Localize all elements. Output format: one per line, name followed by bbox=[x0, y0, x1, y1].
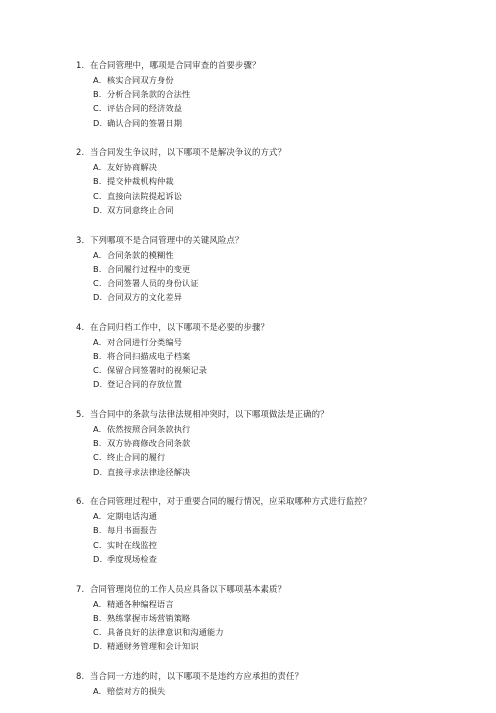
question-stem bbox=[76, 145, 476, 159]
option-letter: B. bbox=[93, 612, 102, 623]
question-6 bbox=[76, 494, 476, 566]
option-text: 实时在线监控 bbox=[107, 539, 158, 550]
option-b bbox=[76, 436, 476, 450]
question-stem bbox=[76, 233, 476, 247]
option-b bbox=[76, 523, 476, 537]
question-3 bbox=[76, 233, 476, 305]
option-d bbox=[76, 290, 476, 304]
option-text: 终止合同的履行 bbox=[107, 452, 166, 463]
option-a bbox=[76, 597, 476, 611]
option-list bbox=[76, 73, 476, 130]
option-letter: A. bbox=[93, 685, 102, 696]
question-stem bbox=[76, 494, 476, 508]
option-text: 精通财务管理和会计知识 bbox=[107, 641, 199, 652]
option-letter: A. bbox=[93, 424, 102, 434]
option-letter: D. bbox=[93, 466, 103, 477]
option-letter: C. bbox=[93, 626, 102, 637]
option-letter: A. bbox=[93, 249, 102, 260]
option-a bbox=[76, 248, 476, 262]
option-d bbox=[76, 465, 476, 479]
question-8 bbox=[76, 669, 476, 698]
option-list bbox=[76, 335, 476, 392]
option-text: 季度现场检查 bbox=[107, 553, 158, 564]
option-d bbox=[76, 203, 476, 217]
question-1 bbox=[76, 58, 476, 130]
question-text: 在合同归档工作中，以下哪项不是必要的步骤？ bbox=[90, 321, 270, 332]
option-letter: B. bbox=[93, 263, 102, 274]
option-letter: B. bbox=[93, 525, 102, 536]
option-letter: C. bbox=[93, 539, 102, 550]
question-text: 合同管理岗位的工作人员应具备以下哪项基本素质？ bbox=[90, 583, 287, 594]
option-b bbox=[76, 349, 476, 363]
option-c bbox=[76, 363, 476, 377]
question-number: 3. bbox=[76, 234, 85, 245]
option-text: 分析合同条款的合法性 bbox=[107, 89, 191, 100]
option-text: 合同双方的文化差异 bbox=[107, 292, 183, 303]
option-letter: C. bbox=[93, 365, 102, 376]
option-letter: A. bbox=[93, 162, 102, 173]
option-text: 合同签署人员的身份认证 bbox=[107, 277, 199, 288]
question-number: 8. bbox=[76, 670, 85, 681]
question-text: 当合同中的条款与法律法规相冲突时，以下哪项做法是正确的？ bbox=[90, 409, 329, 419]
question-text: 当合同一方违约时，以下哪项不是违约方应承担的责任？ bbox=[90, 670, 304, 681]
option-text: 登记合同的存放位置 bbox=[107, 379, 183, 390]
option-list bbox=[76, 248, 476, 305]
option-c bbox=[76, 189, 476, 203]
option-letter: A. bbox=[93, 511, 102, 522]
option-text: 直接向法院提起诉讼 bbox=[107, 190, 183, 201]
question-stem bbox=[76, 58, 476, 72]
question-5 bbox=[76, 407, 476, 479]
option-text: 保留合同签署时的视频记录 bbox=[107, 365, 208, 376]
option-letter: C. bbox=[93, 277, 102, 288]
option-c bbox=[76, 625, 476, 639]
option-text: 核实合同双方身份 bbox=[107, 75, 174, 85]
option-text: 评估合同的经济效益 bbox=[107, 103, 183, 114]
option-c bbox=[76, 450, 476, 464]
option-letter: C. bbox=[93, 452, 102, 463]
option-list bbox=[76, 684, 476, 698]
option-letter: D. bbox=[93, 292, 103, 303]
option-list bbox=[76, 422, 476, 479]
option-d bbox=[76, 116, 476, 130]
option-letter: D. bbox=[93, 117, 103, 128]
option-letter: A. bbox=[93, 336, 102, 347]
option-text: 定期电话沟通 bbox=[107, 511, 158, 522]
question-text: 在合同管理过程中，对于重要合同的履行情况，应采取哪种方式进行监控？ bbox=[90, 496, 372, 507]
option-text: 确认合同的签署日期 bbox=[107, 117, 183, 128]
option-b bbox=[76, 87, 476, 101]
option-c bbox=[76, 276, 476, 290]
option-text: 双方同意终止合同 bbox=[107, 204, 174, 215]
option-letter: A. bbox=[93, 75, 102, 85]
option-a bbox=[76, 509, 476, 523]
option-text: 具备良好的法律意识和沟通能力 bbox=[107, 626, 224, 637]
option-letter: B. bbox=[93, 350, 102, 361]
question-text: 下列哪项不是合同管理中的关键风险点？ bbox=[90, 234, 244, 245]
option-a bbox=[76, 422, 476, 436]
question-number: 6. bbox=[76, 496, 85, 507]
question-text: 在合同管理中，哪项是合同审查的首要步骤？ bbox=[90, 60, 261, 70]
option-list bbox=[76, 509, 476, 566]
question-text: 当合同发生争议时，以下哪项不是解决争议的方式？ bbox=[90, 147, 287, 158]
question-list bbox=[76, 58, 476, 713]
option-text: 依然按照合同条款执行 bbox=[107, 424, 191, 434]
option-d bbox=[76, 639, 476, 653]
question-number: 4. bbox=[76, 321, 85, 332]
option-b bbox=[76, 174, 476, 188]
option-text: 将合同扫描成电子档案 bbox=[107, 350, 191, 361]
question-stem bbox=[76, 669, 476, 683]
option-text: 双方协商修改合同条款 bbox=[107, 438, 191, 449]
question-stem bbox=[76, 407, 476, 421]
option-letter: D. bbox=[93, 553, 103, 564]
question-stem bbox=[76, 320, 476, 334]
question-stem bbox=[76, 582, 476, 596]
option-letter: A. bbox=[93, 598, 102, 609]
option-letter: C. bbox=[93, 190, 102, 201]
option-text: 直接寻求法律途径解决 bbox=[107, 466, 191, 477]
option-a bbox=[76, 160, 476, 174]
option-letter: C. bbox=[93, 103, 102, 114]
question-number: 1. bbox=[76, 60, 85, 70]
question-number: 5. bbox=[76, 409, 85, 419]
option-text: 对合同进行分类编号 bbox=[107, 336, 183, 347]
option-letter: B. bbox=[93, 89, 102, 100]
option-letter: B. bbox=[93, 438, 102, 449]
option-b bbox=[76, 611, 476, 625]
option-b bbox=[76, 262, 476, 276]
option-list bbox=[76, 597, 476, 654]
question-number: 2. bbox=[76, 147, 85, 158]
option-letter: B. bbox=[93, 176, 102, 187]
option-d bbox=[76, 377, 476, 391]
option-text: 合同履行过程中的变更 bbox=[107, 263, 191, 274]
option-text: 每月书面报告 bbox=[107, 525, 158, 536]
option-text: 精通各种编程语言 bbox=[107, 598, 174, 609]
option-text: 熟练掌握市场营销策略 bbox=[107, 612, 191, 623]
option-text: 友好协商解决 bbox=[107, 162, 158, 173]
option-c bbox=[76, 538, 476, 552]
option-letter: D. bbox=[93, 641, 103, 652]
option-d bbox=[76, 552, 476, 566]
question-4 bbox=[76, 320, 476, 392]
option-a bbox=[76, 73, 476, 87]
option-c bbox=[76, 101, 476, 115]
option-list bbox=[76, 160, 476, 217]
option-text: 赔偿对方的损失 bbox=[107, 685, 166, 696]
option-a bbox=[76, 684, 476, 698]
question-7 bbox=[76, 582, 476, 654]
option-text: 提交仲裁机构仲裁 bbox=[107, 176, 174, 187]
question-2 bbox=[76, 145, 476, 217]
option-letter: D. bbox=[93, 204, 103, 215]
question-number: 7. bbox=[76, 583, 85, 594]
option-text: 合同条款的模糊性 bbox=[107, 249, 174, 260]
option-a bbox=[76, 335, 476, 349]
option-letter: D. bbox=[93, 379, 103, 390]
